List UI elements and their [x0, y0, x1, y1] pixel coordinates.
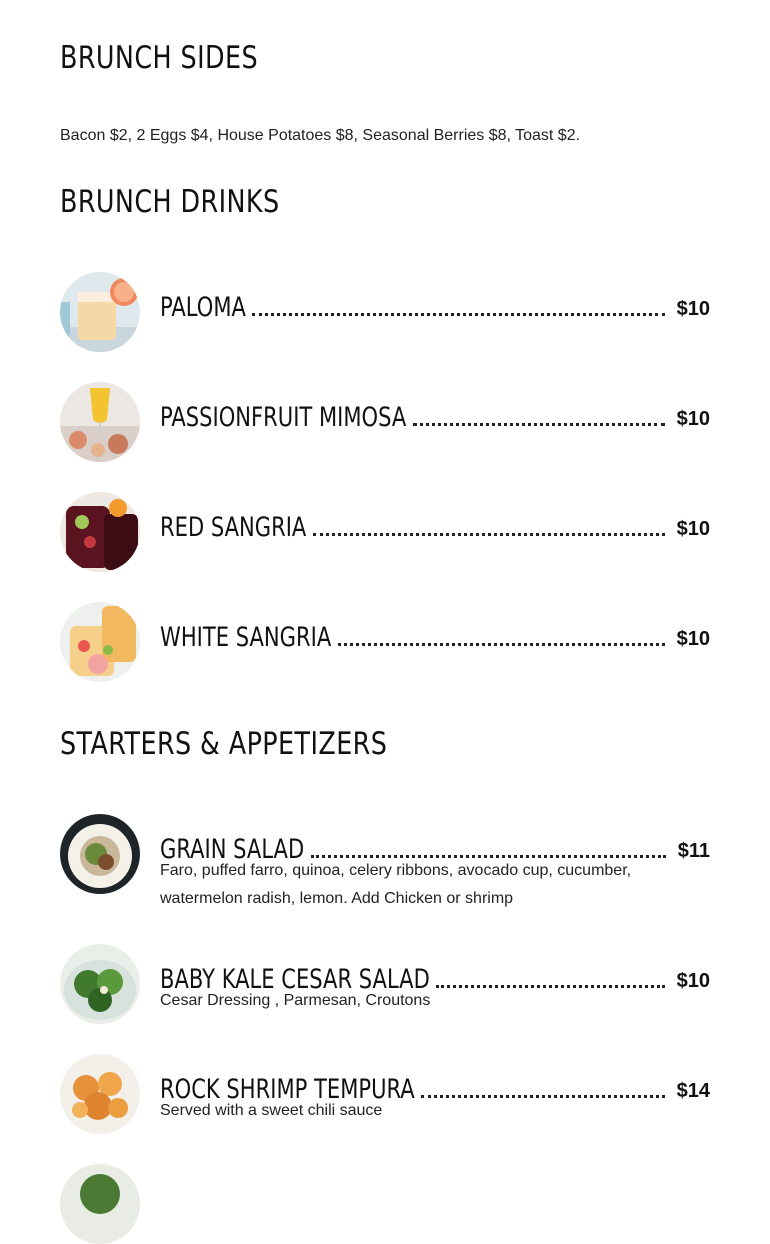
paloma-image [60, 272, 140, 352]
item-price: $11 [677, 840, 710, 862]
next-item-image-partial [60, 1164, 140, 1244]
item-name: BABY KALE CESAR SALAD [160, 964, 430, 995]
item-price: $14 [676, 1080, 710, 1102]
item-price: $10 [676, 298, 710, 320]
item-name: PASSIONFRUIT MIMOSA [160, 402, 407, 433]
item-description: Faro, puffed farro, quinoa, celery ribbons, avocado cup, cucumber, watermelon radish, lemon. Add Chicken or shrimp [160, 862, 632, 907]
shrimp-tempura-image [60, 1054, 140, 1134]
item-name: ROCK SHRIMP TEMPURA [160, 1074, 415, 1105]
item-description: Served with a sweet chili sauce [160, 1102, 383, 1119]
item-name: GRAIN SALAD [160, 834, 305, 865]
leader-dots [252, 313, 665, 316]
item-name: RED SANGRIA [160, 512, 307, 543]
section-title-starters: STARTERS & APPETIZERS [60, 726, 388, 762]
item-price: $10 [676, 518, 710, 540]
leader-dots [313, 533, 665, 536]
item-price: $10 [676, 970, 710, 992]
white-sangria-image [60, 602, 140, 682]
section-title-brunch-drinks: BRUNCH DRINKS [60, 184, 280, 220]
section-title-brunch-sides: BRUNCH SIDES [60, 40, 258, 76]
item-name: WHITE SANGRIA [160, 622, 332, 653]
grain-salad-image [60, 814, 140, 894]
red-sangria-image [60, 492, 140, 572]
leader-dots [338, 643, 665, 646]
passionfruit-mimosa-image [60, 382, 140, 462]
kale-salad-image [60, 944, 140, 1024]
item-description: Cesar Dressing , Parmesan, Croutons [160, 992, 431, 1009]
item-price: $10 [676, 628, 710, 650]
item-price: $10 [676, 408, 710, 430]
item-name: PALOMA [160, 292, 246, 323]
brunch-sides-text: Bacon $2, 2 Eggs $4, House Potatoes $8, Seasonal Berries $8, Toast $2. [60, 127, 581, 144]
leader-dots [413, 423, 665, 426]
